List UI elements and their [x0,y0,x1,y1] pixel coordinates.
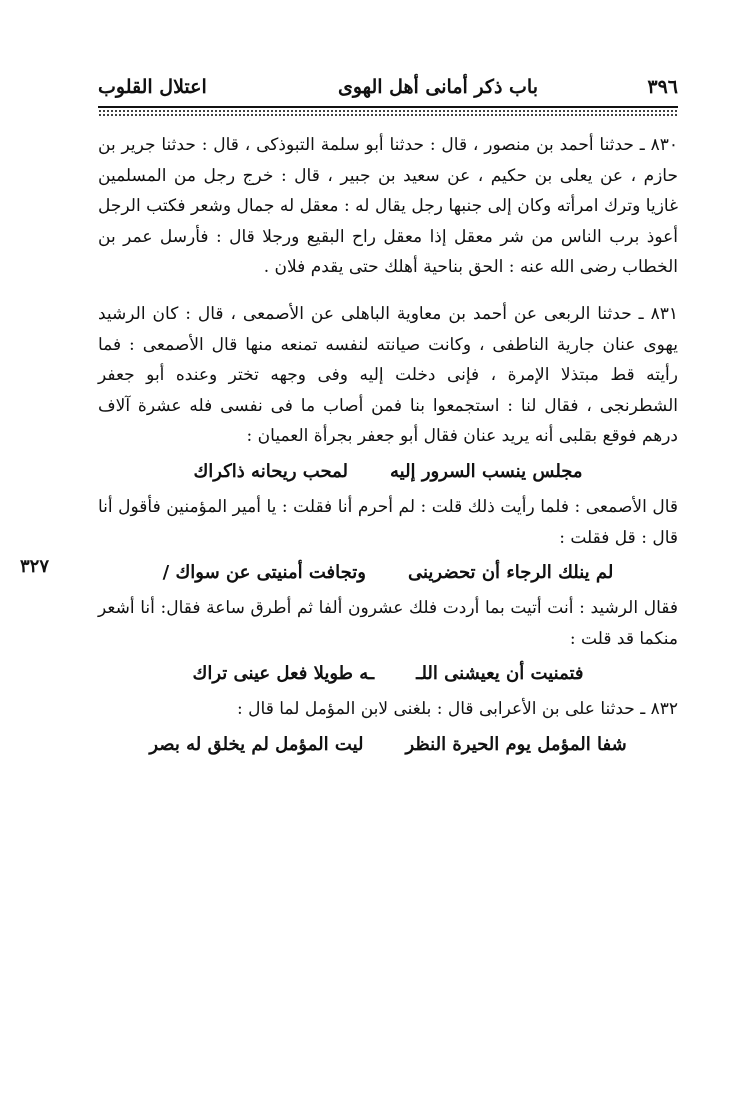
verse-4 [98,725,678,765]
verse-1-first-hemistich: مجلس ينسب السرور إليه [389,460,583,482]
verse-1-second-hemistich: لمحب ريحانه ذاكراك [193,460,348,482]
verse-2-first-hemistich: لم ينلك الرجاء أن تحضرينى [407,562,614,584]
verse-4-first-hemistich: شفا المؤمل يوم الحيرة النظر [405,733,627,755]
verse-1 [98,452,678,492]
paragraph-rashid: فقال الرشيد : أنت أتيت بما أردت فلك عشرون ألفا ثم أطرق ساعة فقال: أنا أشعر منكما قد قلت : [98,598,678,649]
paragraph-831: ٨٣١ ـ حدثنا الربعى عن أحمد بن معاوية الباهلى عن الأصمعى ، قال : كان الرشيد يهوى عنان جارية الناطفى ، وكانت صيانته لنفسه تمنعه منها قال الأصمعى : فما رأيته قط مبتذلا الإمرة ، فإنى دخلت إليه وفى وجهه تختر وعنده أبو جعفر الشطرنجى ، فقال لنا : استجمعوا بنا فمن أصاب ما فى نفسى فله عشرة آلاف درهم فوقع بقلبى أنه يريد عنان فقال أبو جعفر بجرأة العميان : [98,303,678,447]
paragraph-832: ٨٣٢ ـ حدثنا على بن الأعرابى قال : بلغنى لابن المؤمل لما قال : [237,699,678,720]
margin-page-number: ٣٢٧ [20,556,50,578]
running-header [98,72,678,104]
paragraph-830: ٨٣٠ ـ حدثنا أحمد بن منصور ، قال : حدثنا أبو سلمة التبوذكى ، قال : حدثنا جرير بن حازم ، عن يعلى بن حكيم ، عن سعيد بن جبير ، قال : خرج رجل من المسلمين غازيا وترك امرأته وكان إلى جنبها رجل يقال له : معقل له جمال وشعر فكتب الرجل أعوذ برب الناس من شر معقل إذا معقل راح البقيع ورجلا قال : فأرسل عمر بن الخطاب رضى الله عنه : الحق بناحية أهلك حتى يقدم فلان . [98,135,678,278]
verse-3 [98,654,678,694]
verse-3-first-hemistich: فتمنيت أن يعيشنى اللـ [416,663,584,685]
header-divider [98,106,678,116]
book-title: اعتلال القلوب [98,76,207,98]
verse-4-second-hemistich: ليت المؤمل لم يخلق له بصر [149,733,364,755]
verse-2-block [20,553,678,593]
verse-2-second-hemistich: وتجافت أمنيتى عن سواك / [162,562,366,584]
page-number: ٣٩٦ [647,76,678,98]
verse-2 [98,553,678,593]
paragraph-asmai: قال الأصمعى : فلما رأيت ذلك قلت : لم أحرم أنا فقلت : يا أمير المؤمنين فأقول أنا قال : قل فقلت : [98,496,678,548]
book-page [20,72,678,765]
chapter-title: باب ذكر أمانى أهل الهوى [338,76,538,98]
verse-3-second-hemistich: ـه طويلا فعل عينى تراك [192,663,375,685]
